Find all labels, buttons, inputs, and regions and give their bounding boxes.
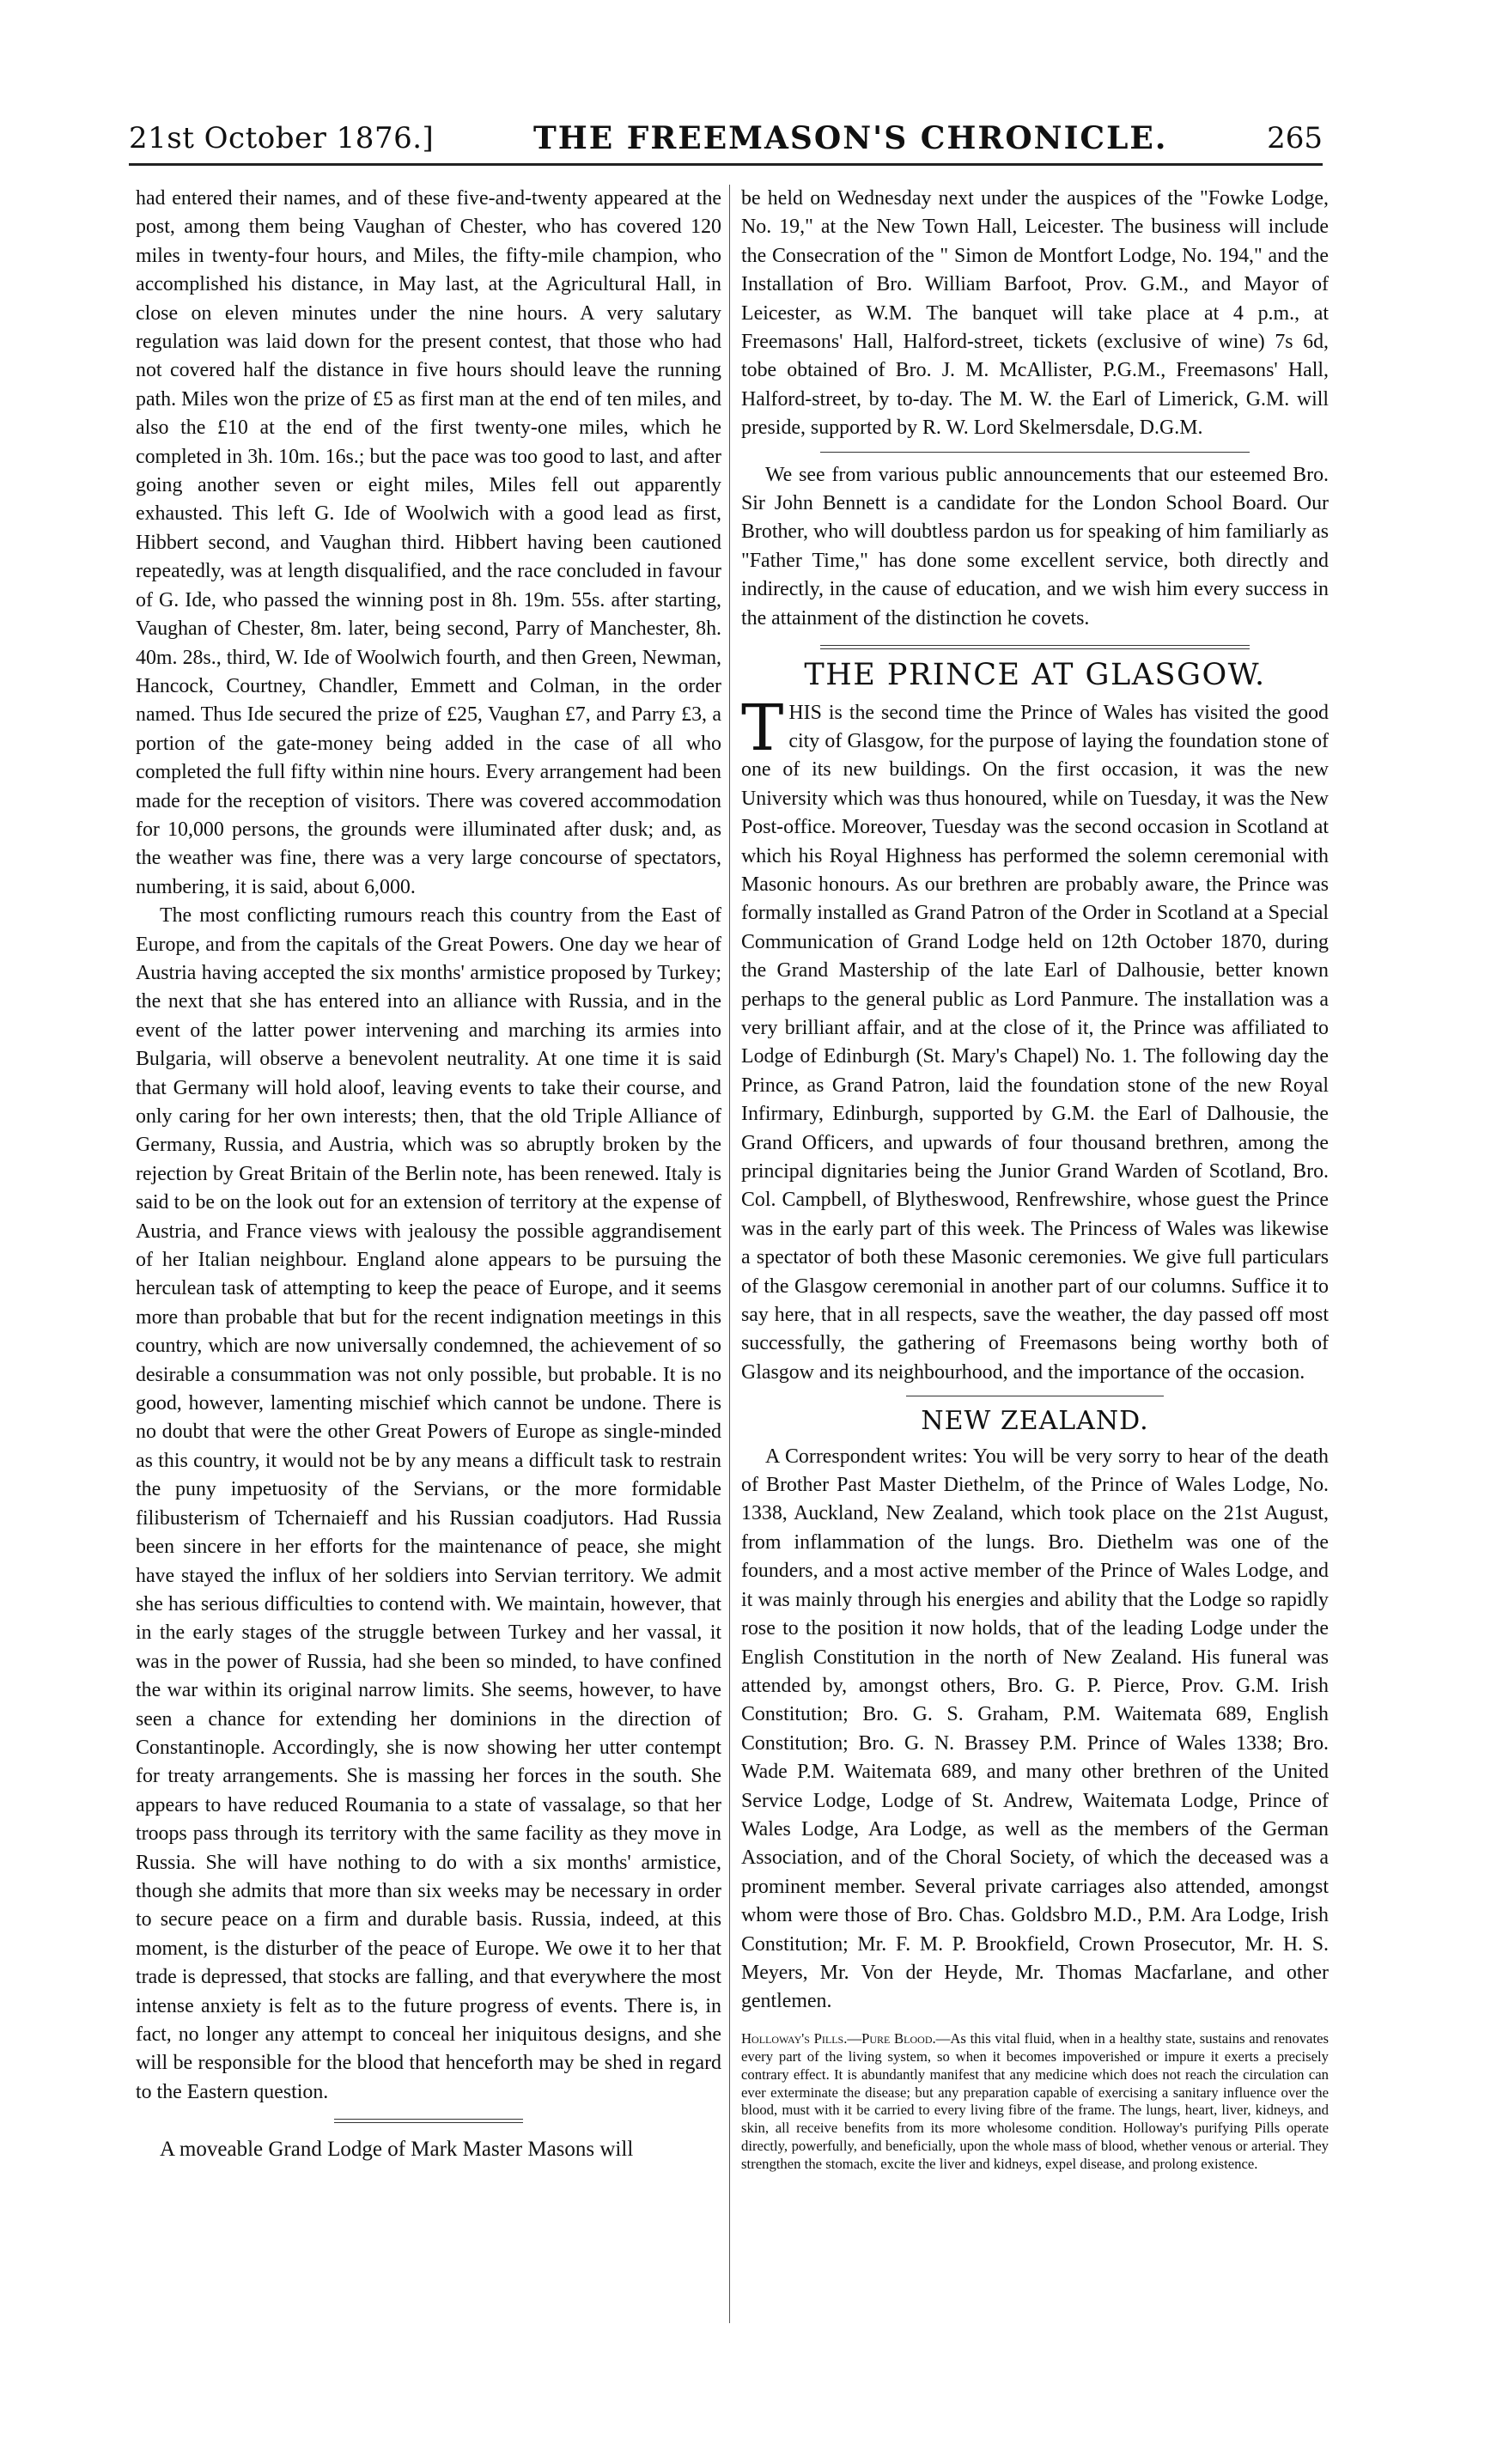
new-zealand-heading: NEW ZEALAND. [921,1406,1149,1437]
race-report-paragraph: had entered their names, and of these five-and-twenty appeared at the post, among them being Vaughan of Chester, who has covered 120 miles in twenty-four hours, and Miles, the fifty-mile champion, who accomplished his distance, in May last, at the Agricultural Hall, in close on eleven minutes under the nine hours. A very salutary regulation was laid down for the present contest, that those who had not covered half the distance in five hours should leave the running path. Miles won the prize of £5 as first man at the end of ten miles, and also the £10 at the end of the first twenty-one miles, which he completed in 3h. 10m. 16s.; but the pace was too good to last, and after going another seven or eight miles, Miles fell out apparently exhausted. This left G. Ide of Woolwich with a good lead as first, Hibbert second, and Vaughan third. Hibbert having been cautioned repeatedly, was at length disqualified, and the race concluded in favour of G. Ide, who passed the winning post in 8h. 19m. 55s. after starting, Vaughan of Chester, 8m. later, being second, Parry of Manchester, 8h. 40m. 28s., third, W. Ide of Woolwich fourth, and then Green, Newman, Hancock, Courtney, Chandler, Emmett and Colman, in the order named. Thus Ide secured the prize of £25, Vaughan £7, and Parry £3, a portion of the gate-money being added in the case of all who completed the full fifty within nine hours. Every arrangement had been made for the reception of visitors. There was covered accommodation for 10,000 persons, the grounds were illuminated after dusk; and, as the weather was fine, there was a very large concourse of spectators, numbering, it is said, about 6,000. [136,187,721,898]
section-divider [820,452,1250,453]
eastern-question-paragraph: The most conflicting rumours reach this country from the East of Europe, and from the capitals of the Great Powers. One day we hear of Austria having accepted the six months' armistice proposed by Turkey; the next that she has entered into an alliance with Russia, and in the event of the latter power intervening and marching its armies into Bulgaria, will observe a benevolent neutrality. At one time it is said that Germany will hold aloof, leaving events to take their course, and only caring for her own interests; then, that the old Triple Alliance of Germany, Russia, and Austria, which was so abruptly broken by the rejection by Great Britain of the Berlin note, has been renewed. Italy is said to be on the look out for an extension of territory at the expense of Austria, and France views with jealousy the possible aggrandisement of her Italian neighbour. England alone appears to be pursuing the herculean task of attempting to keep the peace of Europe, and it seems more than probable that but for the recent indignation meetings in this country, which are now universally condemned, the achievement of so desirable a consummation was not only possible, but probable. It is no good, however, lamenting mischief which cannot be undone. There is no doubt that were the other Great Powers of Europe as single-minded as this country, it would not be by any means a difficult task to restrain the puny impetuosity of the Servians, or the more formidable filibusterism of Tchernaieff and his Russian coadjutors. Had Russia been sincere in her efforts for the maintenance of peace, she might have stayed the influx of her soldiers into Servian territory. We admit she has serious difficulties to contend with. We maintain, however, that in the early stages of the struggle between Turkey and her vassal, it was in the power of Russia, had she been so minded, to have confined the war within its original narrow limits. She seems, however, to have seen a chance for extending her dominions in the direction of Constantinople. Accordingly, she is now showing her utter contempt for treaty arrangements. She is massing her forces in the south. She appears to have reduced Roumania to a state of vassalage, so that her troops pass through its territory with the same facility as they move in Russia. She will have nothing to do with a six months' armistice, though she admits that more than six weeks may be necessary in order to secure peace on a firm and durable basis. Russia, indeed, at this moment, is the disturber of the peace of Europe. We owe it to her that trade is depressed, that stocks are falling, and that everywhere the most intense anxiety is felt as to the future progress of events. There is, in fact, no longer any attempt to conceal her iniquitous designs, and she will be responsible for the blood that henceforth may be shed in regard to the Eastern question. [136,904,721,2103]
left-column [136,185,721,2164]
right-column [741,185,1329,2174]
advert-body: —As this vital fluid, when in a healthy state, sustains and renovates every part of the living system, so when it becomes impoverished or impure it exerts a precisely contrary effect. It is abundantly manifest that any medicine which does not reach the circulation can ever exterminate the disease; but any preparation capable of exercising a sanitary influence over the blood, must with it be carried to every living fibre of the frame. The lungs, heart, liver, kidneys, and skin, all receive benefits from its more wholesome condition. Holloway's purifying Pills operate directly, powerfully, and beneficially, upon the whole mass of blood, whether venous or arterial. They strengthen the stomach, excite the liver and kidneys, expel disease, and prolong existence. [741,2029,1329,2173]
page-header [129,118,1323,159]
section-divider [334,2119,523,2123]
new-zealand-article: A Correspondent writes: You will be very sorry to hear of the death of Brother Past Master Diethelm, of the Prince of Wales Lodge, No. 1338, Auckland, New Zealand, which took place on the 21st August, from inflammation of the lungs. Bro. Diethelm was one of the founders, and a most active member of the Prince of Wales Lodge, and it was mainly through his energies and ability that the Lodge so rapidly rose to the position it now holds, that of the leading Lodge under the English Constitution in the north of New Zealand. His funeral was attended by, amongst others, Bro. G. P. Pierce, Prov. G.M. Irish Constitution; Bro. G. S. Graham, P.M. Waitemata 689, English Constitution; Bro. G. N. Brassey P.M. Prince of Wales 1338; Bro. Wade P.M. Waitemata 689, and many other brethren of the United Service Lodge, Lodge of St. Andrew, Waitemata Lodge, Prince of Wales Lodge, Ara Lodge, as well as the members of the German Association, and of the Choral Society, of which the deceased was a prominent member. Several private carriages also attended, amongst whom were those of Bro. Chas. Goldsbro M.D., P.M. Ara Lodge, Irish Constitution; Mr. F. M. P. Brookfield, Crown Prosecutor, Mr. H. S. Meyers, Mr. Von der Heyde, Mr. Thomas Macfarlane, and other gentlemen. [741,1445,1329,2013]
glasgow-article-body: HIS is the second time the Prince of Wales has visited the good city of Glasgow, for the purpose of laying the foundation stone of one of its new buildings. On the first occasion, it was the new University which was thus honoured, while on Tuesday, it was the New Post-office. Moreover, Tuesday was the second occasion in Scotland at which his Royal Highness has performed the solemn ceremonial with Masonic honours. As our brethren are probably aware, the Prince was formally installed as Grand Patron of the Order in Scotland at a Special Communication of Grand Lodge held on 12th October 1870, during the Grand Mastership of the late Earl of Dalhousie, better known perhaps to the general public as Lord Panmure. The installation was a very brilliant affair, and at the close of it, the Prince was affiliated to Lodge of Edinburgh (St. Mary's Chapel) No. 1. The following day the Prince, as Grand Patron, laid the foundation stone of the new Royal Infirmary, Edinburgh, supported by G.M. the Earl of Dalhousie, the Grand Officers, and upwards of four thousand brethren, among the principal dignitaries being the Junior Grand Warden of Scotland, Bro. Col. Campbell, of Blytheswood, Renfrewshire, whose guest the Prince was in the early part of this week. The Princess of Wales was likewise a spectator of both these Masonic ceremonies. We give full particulars of the Glasgow ceremonial in another part of our columns. Suffice it to say here, that in all respects, save the weather, the day passed off most successfully, the gathering of Freemasons being worthy both of Glasgow and its neighbourhood, and the importance of the occasion. [741,701,1329,1384]
header-rule [129,163,1323,166]
issue-date: 21st October 1876.] [129,121,435,155]
page-number: 265 [1267,121,1323,155]
mark-masons-lead-line: A moveable Grand Lodge of Mark Master Masons will [160,2138,634,2162]
holloway-advertisement [741,2030,1329,2174]
glasgow-article [741,691,1329,1388]
drop-cap: T [741,691,784,765]
publication-title: THE FREEMASON'S CHRONICLE. [533,120,1168,156]
glasgow-heading: THE PRINCE AT GLASGOW. [804,658,1266,693]
leicester-lodge-paragraph: be held on Wednesday next under the auspices of the "Fowke Lodge, No. 19," at the New Town Hall, Leicester. The business will include the Consecration of the " Simon de Montfort Lodge, No. 194," and the Installation of Bro. William Barfoot, Prov. G.M., and Mayor of Leicester, as W.M. The banquet will take place at 4 p.m., at Freemasons' Hall, Halford-street, tickets (exclusive of wine) 7s 6d, tobe obtained of Bro. J. M. McAllister, P.G.M., Freemasons' Hall, Halford-street, by to-day. The M. W. the Earl of Limerick, G.M. will preside, supported by R. W. Lord Skelmersdale, D.G.M. [741,187,1329,440]
advert-lead: Holloway's Pills.—Pure Blood. [741,2029,936,2047]
section-divider [820,645,1250,649]
bennett-paragraph: We see from various public announcements that our esteemed Bro. Sir John Bennett is a candidate for the London School Board. Our Brother, who will doubtless pardon us for speaking of him familiarly as "Father Time," has done some excellent service, both directly and indirectly, in the cause of education, and we wish him every success in the attainment of the distinction he covets. [741,463,1329,630]
column-divider [729,185,730,2323]
